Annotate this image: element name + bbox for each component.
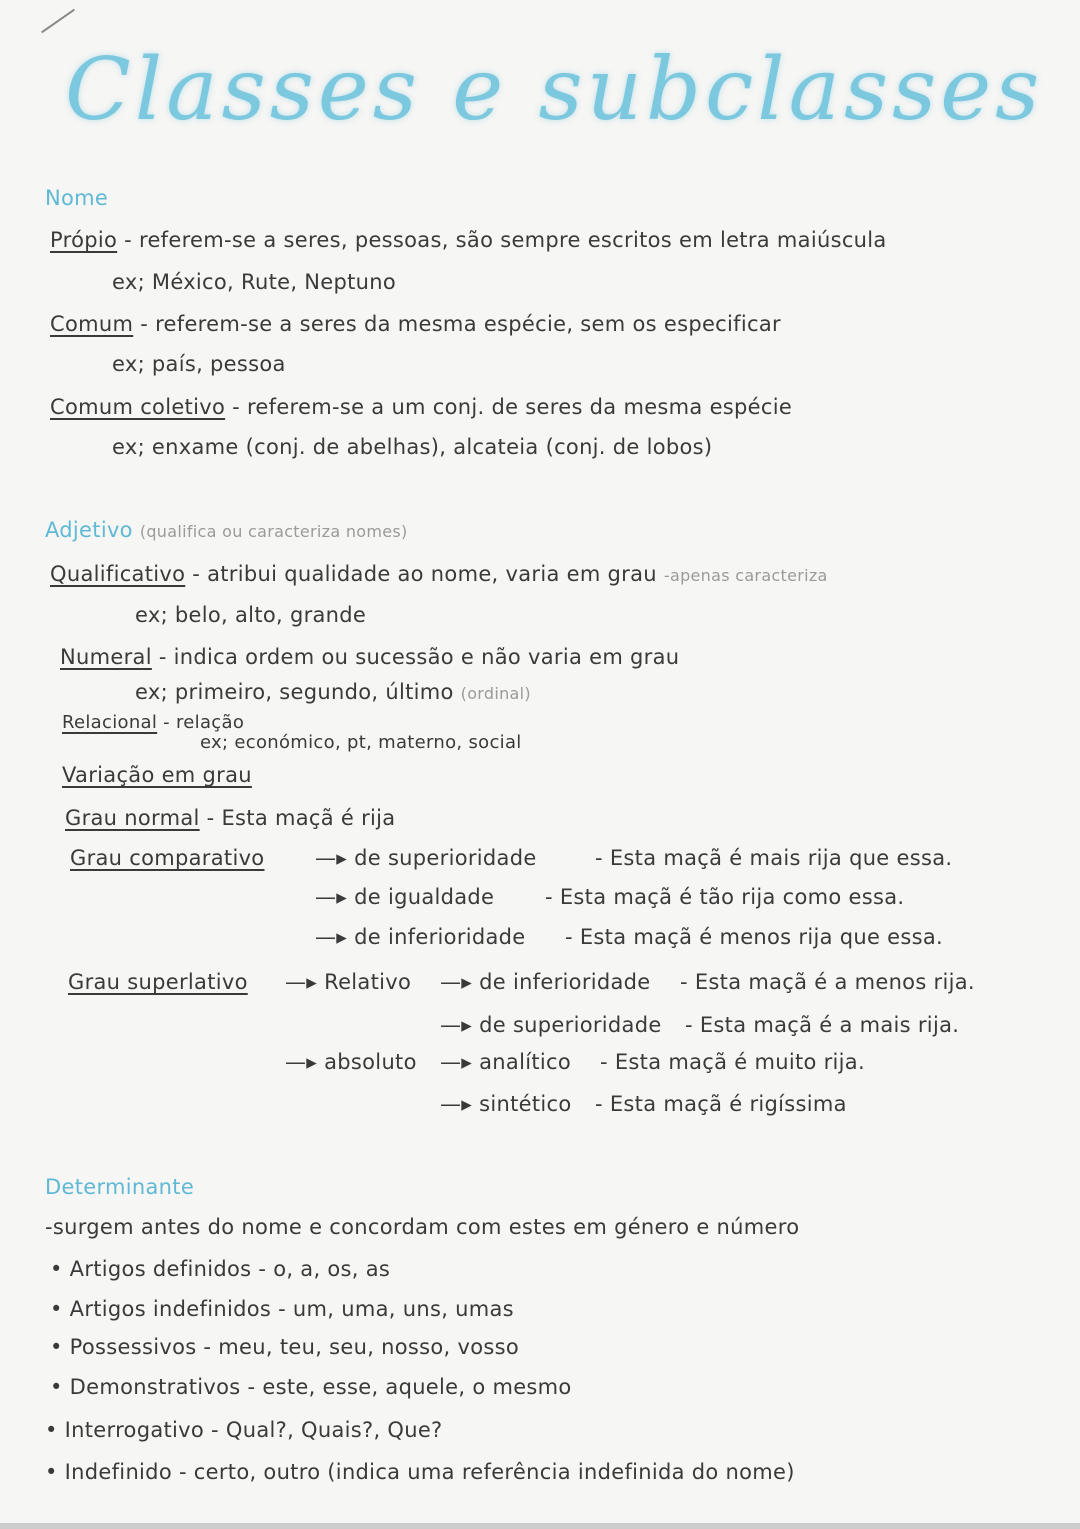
example: ex; belo, alto, grande <box>135 603 367 627</box>
term: Comum coletivo <box>50 395 226 419</box>
example-text: - Esta maçã é rija <box>199 806 396 830</box>
definition: - referem-se a seres, pessoas, são sempre escritos em letra maiúscula <box>117 228 887 252</box>
variacao-heading: Variação em grau <box>62 763 252 787</box>
list-item: • Artigos indefinidos - um, uma, uns, umas <box>50 1297 514 1321</box>
definition: - atribui qualidade ao nome, varia em grau <box>185 562 657 586</box>
list-item: • Interrogativo - Qual?, Quais?, Que? <box>45 1418 443 1442</box>
example: - Esta maçã é tão rija como essa. <box>545 885 905 909</box>
section-heading-determinante: Determinante <box>45 1175 195 1199</box>
term: Grau normal <box>65 806 200 830</box>
term: Relacional <box>62 712 158 733</box>
branch: —▸ de superioridade <box>315 846 537 870</box>
branch: —▸ de inferioridade <box>440 970 651 994</box>
term: Própio <box>50 228 118 252</box>
branch: —▸ de inferioridade <box>315 925 526 949</box>
branch: —▸ sintético <box>440 1092 572 1116</box>
example: - Esta maçã é menos rija que essa. <box>565 925 944 949</box>
adj-qualificativo <box>50 562 828 586</box>
list-item: • Artigos definidos - o, a, os, as <box>50 1257 391 1281</box>
term: Numeral <box>60 645 152 669</box>
definition: - relação <box>157 712 245 733</box>
example: - Esta maçã é a mais rija. <box>685 1013 960 1037</box>
example: ex; económico, pt, materno, social <box>200 732 522 753</box>
term: Qualificativo <box>50 562 186 586</box>
grau-comparativo: Grau comparativo <box>70 846 265 870</box>
heading: Adjetivo <box>45 518 133 542</box>
nome-comum <box>50 312 781 336</box>
section-heading-nome: Nome <box>45 186 109 210</box>
branch: —▸ absoluto <box>285 1050 417 1074</box>
adj-numeral <box>60 645 679 669</box>
list-item: • Indefinido - certo, outro (indica uma referência indefinida do nome) <box>45 1460 795 1484</box>
page-edge <box>0 1523 1080 1529</box>
heading-note: (qualifica ou caracteriza nomes) <box>139 522 408 541</box>
branch: —▸ de igualdade <box>315 885 495 909</box>
section-heading-adjetivo <box>45 518 408 542</box>
pencil-mark <box>41 9 75 34</box>
example: ex; México, Rute, Neptuno <box>112 270 397 294</box>
nome-proprio <box>50 228 887 252</box>
example <box>135 680 531 704</box>
example: - Esta maçã é muito rija. <box>600 1050 865 1074</box>
adj-relacional <box>62 712 244 733</box>
definition: - indica ordem ou sucessão e não varia em grau <box>151 645 680 669</box>
example: ex; enxame (conj. de abelhas), alcateia (conj. de lobos) <box>112 435 713 459</box>
definition: - referem-se a seres da mesma espécie, sem os especificar <box>133 312 781 336</box>
nome-coletivo <box>50 395 792 419</box>
example: ex; país, pessoa <box>112 352 286 376</box>
example-text: ex; primeiro, segundo, último <box>135 680 454 704</box>
list-item: • Demonstrativos - este, esse, aquele, o mesmo <box>50 1375 572 1399</box>
grau-normal <box>65 806 395 830</box>
example: - Esta maçã é mais rija que essa. <box>595 846 953 870</box>
note: (ordinal) <box>460 684 531 703</box>
note: -apenas caracteriza <box>663 566 828 585</box>
example: - Esta maçã é a menos rija. <box>680 970 975 994</box>
example: - Esta maçã é rigíssima <box>595 1092 847 1116</box>
list-item: • Possessivos - meu, teu, seu, nosso, vosso <box>50 1335 520 1359</box>
determinante-intro: -surgem antes do nome e concordam com estes em género e número <box>45 1215 800 1239</box>
branch: —▸ analítico <box>440 1050 571 1074</box>
grau-superlativo: Grau superlativo <box>68 970 248 994</box>
branch: —▸ de superioridade <box>440 1013 662 1037</box>
definition: - referem-se a um conj. de seres da mesma espécie <box>225 395 793 419</box>
branch: —▸ Relativo <box>285 970 412 994</box>
term: Comum <box>50 312 134 336</box>
page-title: Classes e subclasses <box>65 40 1044 140</box>
